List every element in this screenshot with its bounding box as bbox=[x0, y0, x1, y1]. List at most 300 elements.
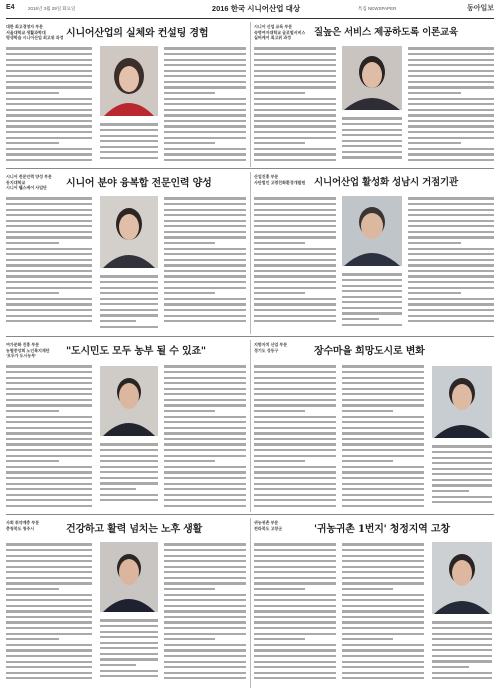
text-line bbox=[100, 287, 158, 289]
text-line bbox=[164, 203, 246, 205]
article-byline: 지방자치 산업 부문 경기도 성동구 bbox=[254, 342, 288, 353]
text-line bbox=[254, 75, 336, 77]
text-line bbox=[164, 455, 246, 457]
article-byline: 여가문화 진흥 부문 농협중앙회 노인복지재단 '모두가 도시농부' bbox=[6, 342, 50, 358]
text-line bbox=[408, 197, 494, 199]
article-byline: 귀농귀촌 부문 전라북도 고창군 bbox=[254, 520, 283, 531]
issue-date: 2016년 3월 29일 화요일 bbox=[28, 6, 76, 11]
text-line bbox=[100, 494, 158, 496]
text-line bbox=[342, 549, 424, 551]
text-line bbox=[164, 588, 215, 590]
article-body bbox=[408, 44, 494, 162]
text-line bbox=[254, 153, 336, 155]
text-line bbox=[408, 236, 494, 238]
text-line bbox=[254, 131, 336, 133]
text-line bbox=[254, 47, 336, 49]
column-divider bbox=[250, 22, 251, 167]
text-line bbox=[164, 70, 246, 72]
text-line bbox=[254, 438, 336, 440]
text-line bbox=[342, 312, 402, 314]
text-line bbox=[164, 153, 246, 155]
article-body bbox=[100, 272, 158, 328]
text-line bbox=[254, 638, 305, 640]
text-line bbox=[6, 460, 59, 462]
text-line bbox=[164, 499, 246, 501]
article-body bbox=[164, 44, 246, 162]
text-line bbox=[164, 566, 246, 568]
text-line bbox=[342, 273, 402, 275]
column-divider bbox=[250, 518, 251, 688]
text-line bbox=[408, 303, 494, 305]
text-line bbox=[164, 404, 246, 406]
text-line bbox=[6, 655, 92, 657]
text-line bbox=[342, 151, 402, 153]
text-line bbox=[164, 109, 246, 111]
text-line bbox=[408, 315, 494, 317]
text-line bbox=[342, 488, 424, 490]
text-line bbox=[164, 98, 246, 100]
article-byline: 사회 취약계층 부문 충청북도 청주시 bbox=[6, 520, 40, 531]
text-line bbox=[164, 460, 215, 462]
text-line bbox=[254, 70, 336, 72]
text-line bbox=[432, 457, 492, 459]
text-line bbox=[254, 605, 336, 607]
text-line bbox=[6, 471, 92, 473]
text-line bbox=[342, 661, 424, 663]
article bbox=[6, 22, 246, 167]
text-line bbox=[6, 505, 92, 507]
text-line bbox=[6, 309, 92, 311]
text-line bbox=[254, 588, 305, 590]
text-line bbox=[100, 675, 158, 677]
text-line bbox=[6, 142, 59, 144]
text-line bbox=[164, 443, 246, 445]
text-line bbox=[164, 655, 246, 657]
text-line bbox=[6, 264, 92, 266]
text-line bbox=[254, 582, 336, 584]
text-line bbox=[164, 242, 215, 244]
text-line bbox=[6, 638, 59, 640]
text-line bbox=[254, 309, 336, 311]
text-line bbox=[164, 477, 246, 479]
text-line bbox=[342, 471, 424, 473]
text-line bbox=[342, 365, 424, 367]
text-line bbox=[254, 59, 336, 61]
article-body bbox=[6, 540, 92, 684]
text-line bbox=[408, 114, 494, 116]
text-line bbox=[100, 135, 158, 137]
text-line bbox=[6, 287, 92, 289]
article-body bbox=[342, 270, 402, 328]
text-line bbox=[342, 140, 402, 142]
text-line bbox=[100, 460, 158, 462]
text-line bbox=[6, 148, 92, 150]
text-line bbox=[254, 471, 336, 473]
text-line bbox=[6, 477, 92, 479]
text-line bbox=[164, 81, 246, 83]
text-line bbox=[254, 655, 336, 657]
newspaper-logo: 동아일보 bbox=[466, 5, 494, 12]
text-line bbox=[100, 443, 158, 445]
text-line bbox=[432, 451, 492, 453]
text-line bbox=[164, 125, 246, 127]
text-line bbox=[432, 660, 492, 662]
text-line bbox=[6, 303, 92, 305]
text-line bbox=[342, 307, 402, 309]
text-line bbox=[164, 259, 246, 261]
text-line bbox=[6, 393, 92, 395]
text-line bbox=[164, 75, 246, 77]
text-line bbox=[164, 427, 246, 429]
text-line bbox=[164, 421, 246, 423]
text-line bbox=[6, 137, 92, 139]
text-line bbox=[164, 577, 246, 579]
text-line bbox=[254, 416, 336, 418]
text-line bbox=[254, 371, 336, 373]
text-line bbox=[164, 382, 246, 384]
text-line bbox=[6, 610, 92, 612]
text-line bbox=[164, 114, 246, 116]
text-line bbox=[254, 555, 336, 557]
text-line bbox=[408, 81, 494, 83]
text-line bbox=[100, 636, 158, 638]
text-line bbox=[342, 555, 424, 557]
text-line bbox=[6, 292, 59, 294]
text-line bbox=[164, 220, 246, 222]
text-line bbox=[408, 209, 494, 211]
text-line bbox=[342, 627, 424, 629]
article-row bbox=[6, 518, 494, 688]
article-body bbox=[432, 618, 492, 682]
text-line bbox=[254, 483, 336, 485]
text-line bbox=[408, 59, 494, 61]
text-line bbox=[254, 571, 336, 573]
text-line bbox=[164, 137, 246, 139]
text-line bbox=[164, 64, 246, 66]
article-body bbox=[6, 362, 92, 508]
text-line bbox=[408, 159, 494, 161]
text-line bbox=[342, 438, 424, 440]
text-line bbox=[254, 672, 336, 674]
text-line bbox=[164, 248, 246, 250]
text-line bbox=[100, 314, 158, 316]
text-line bbox=[342, 666, 424, 668]
text-line bbox=[408, 109, 494, 111]
article-byline: 시니어 전문인력 양성 부문 동지대학교 시니어 웰스케어 사업단 bbox=[6, 174, 52, 190]
text-line bbox=[254, 432, 336, 434]
text-line bbox=[6, 209, 92, 211]
person-photo bbox=[100, 542, 158, 612]
text-line bbox=[254, 203, 336, 205]
text-line bbox=[254, 421, 336, 423]
article bbox=[254, 340, 494, 512]
text-line bbox=[342, 285, 402, 287]
text-line bbox=[254, 449, 336, 451]
text-line bbox=[254, 566, 336, 568]
text-line bbox=[164, 225, 246, 227]
row-divider bbox=[6, 336, 494, 337]
text-line bbox=[408, 259, 494, 261]
text-line bbox=[342, 571, 424, 573]
text-line bbox=[432, 490, 469, 492]
text-line bbox=[6, 220, 92, 222]
text-line bbox=[342, 644, 424, 646]
text-line bbox=[6, 616, 92, 618]
text-line bbox=[254, 264, 336, 266]
text-line bbox=[254, 393, 336, 395]
person-photo bbox=[432, 366, 492, 438]
text-line bbox=[164, 488, 246, 490]
text-line bbox=[254, 460, 305, 462]
article-byline: 시니어 산업 교육 부문 숙명여자대학교 글로벌서비스 실버케어 최고위 과정 bbox=[254, 24, 306, 40]
text-line bbox=[6, 666, 92, 668]
text-line bbox=[100, 123, 158, 125]
text-line bbox=[6, 621, 92, 623]
text-line bbox=[408, 214, 494, 216]
text-line bbox=[342, 371, 424, 373]
article bbox=[254, 22, 494, 167]
text-line bbox=[6, 320, 92, 322]
text-line bbox=[342, 416, 424, 418]
text-line bbox=[342, 318, 379, 320]
text-line bbox=[254, 315, 336, 317]
text-line bbox=[164, 92, 215, 94]
text-line bbox=[342, 566, 424, 568]
text-line bbox=[254, 427, 336, 429]
person-photo bbox=[100, 366, 158, 436]
text-line bbox=[254, 98, 336, 100]
text-line bbox=[408, 231, 494, 233]
text-line bbox=[6, 588, 59, 590]
text-line bbox=[164, 543, 246, 545]
text-line bbox=[408, 131, 494, 133]
text-line bbox=[6, 677, 92, 679]
text-line bbox=[254, 248, 336, 250]
text-line bbox=[342, 466, 424, 468]
text-line bbox=[408, 220, 494, 222]
text-line bbox=[432, 462, 492, 464]
text-line bbox=[432, 479, 492, 481]
text-line bbox=[100, 455, 158, 457]
text-line bbox=[342, 494, 424, 496]
text-line bbox=[342, 382, 424, 384]
text-line bbox=[6, 275, 92, 277]
text-line bbox=[100, 292, 158, 294]
text-line bbox=[164, 399, 246, 401]
text-line bbox=[432, 655, 492, 657]
text-line bbox=[164, 159, 246, 161]
text-line bbox=[6, 153, 92, 155]
text-line bbox=[6, 443, 92, 445]
text-line bbox=[432, 672, 492, 674]
text-line bbox=[6, 281, 92, 283]
article-body bbox=[100, 440, 158, 506]
text-line bbox=[164, 214, 246, 216]
text-line bbox=[6, 315, 92, 317]
article-body bbox=[254, 44, 336, 162]
text-line bbox=[6, 427, 92, 429]
text-line bbox=[100, 466, 158, 468]
text-line bbox=[342, 134, 402, 136]
text-line bbox=[100, 129, 158, 131]
text-line bbox=[6, 109, 92, 111]
article-body bbox=[164, 194, 246, 328]
text-line bbox=[100, 619, 158, 621]
text-line bbox=[254, 142, 305, 144]
article-body bbox=[164, 540, 246, 684]
text-line bbox=[408, 292, 461, 294]
text-line bbox=[342, 594, 424, 596]
text-line bbox=[6, 605, 92, 607]
column-divider bbox=[250, 340, 251, 512]
text-line bbox=[6, 543, 92, 545]
text-line bbox=[164, 466, 246, 468]
text-line bbox=[6, 633, 92, 635]
text-line bbox=[342, 560, 424, 562]
text-line bbox=[6, 661, 92, 663]
text-line bbox=[164, 315, 246, 317]
text-line bbox=[254, 455, 336, 457]
text-line bbox=[164, 371, 246, 373]
text-line bbox=[6, 416, 92, 418]
text-line bbox=[6, 549, 92, 551]
article-byline: 산업진흥 부문 사단법인 고령친화환경개발원 bbox=[254, 174, 306, 185]
text-line bbox=[408, 248, 494, 250]
article-body bbox=[6, 44, 92, 162]
row-divider bbox=[6, 168, 494, 169]
text-line bbox=[6, 120, 92, 122]
text-line bbox=[100, 303, 158, 305]
text-line bbox=[254, 666, 336, 668]
text-line bbox=[100, 631, 158, 633]
text-line bbox=[408, 92, 461, 94]
text-line bbox=[408, 137, 494, 139]
article-body bbox=[342, 362, 424, 508]
text-line bbox=[342, 388, 424, 390]
text-line bbox=[100, 326, 158, 328]
text-line bbox=[254, 610, 336, 612]
article-body bbox=[432, 442, 492, 506]
article-body bbox=[6, 194, 92, 328]
text-line bbox=[254, 494, 336, 496]
text-line bbox=[254, 81, 336, 83]
text-line bbox=[6, 253, 92, 255]
text-line bbox=[408, 281, 494, 283]
text-line bbox=[6, 582, 92, 584]
text-line bbox=[342, 117, 402, 119]
text-line bbox=[432, 468, 492, 470]
text-line bbox=[100, 647, 158, 649]
text-line bbox=[254, 549, 336, 551]
text-line bbox=[6, 214, 92, 216]
text-line bbox=[342, 156, 402, 158]
text-line bbox=[342, 599, 424, 601]
text-line bbox=[342, 449, 424, 451]
text-line bbox=[100, 449, 158, 451]
text-line bbox=[6, 644, 92, 646]
text-line bbox=[6, 382, 92, 384]
article-headline: 시니어 분야 융복합 전문인력 양성 bbox=[66, 178, 212, 189]
text-line bbox=[254, 661, 336, 663]
text-line bbox=[254, 404, 336, 406]
text-line bbox=[254, 320, 336, 322]
text-line bbox=[254, 677, 336, 679]
person-photo bbox=[342, 46, 402, 110]
text-line bbox=[100, 653, 158, 655]
text-line bbox=[342, 582, 424, 584]
article-body bbox=[408, 194, 494, 328]
text-line bbox=[408, 153, 494, 155]
text-line bbox=[254, 125, 336, 127]
text-line bbox=[164, 616, 246, 618]
text-line bbox=[408, 203, 494, 205]
text-line bbox=[6, 59, 92, 61]
text-line bbox=[432, 627, 492, 629]
text-line bbox=[100, 488, 136, 490]
text-line bbox=[100, 482, 158, 484]
text-line bbox=[254, 505, 336, 507]
text-line bbox=[342, 404, 424, 406]
text-line bbox=[342, 455, 424, 457]
text-line bbox=[164, 275, 246, 277]
text-line bbox=[164, 197, 246, 199]
text-line bbox=[254, 86, 336, 88]
text-line bbox=[254, 303, 336, 305]
text-line bbox=[164, 270, 246, 272]
text-line bbox=[6, 103, 92, 105]
text-line bbox=[254, 236, 336, 238]
section-label: 특집 NEWSPAPER bbox=[358, 6, 397, 11]
text-line bbox=[164, 432, 246, 434]
text-line bbox=[100, 157, 158, 159]
text-line bbox=[432, 621, 492, 623]
text-line bbox=[164, 53, 246, 55]
text-line bbox=[342, 427, 424, 429]
text-line bbox=[100, 309, 158, 311]
row-divider bbox=[6, 514, 494, 515]
article-body bbox=[100, 120, 158, 162]
article-headline: 질높은 서비스 제공하도록 이론교육 bbox=[314, 27, 458, 38]
text-line bbox=[6, 377, 92, 379]
text-line bbox=[254, 377, 336, 379]
text-line bbox=[164, 410, 215, 412]
text-line bbox=[254, 209, 336, 211]
text-line bbox=[342, 432, 424, 434]
text-line bbox=[100, 471, 158, 473]
text-line bbox=[6, 203, 92, 205]
text-line bbox=[254, 231, 336, 233]
text-line bbox=[100, 281, 158, 283]
text-line bbox=[6, 421, 92, 423]
text-line bbox=[254, 365, 336, 367]
article bbox=[6, 518, 246, 688]
article bbox=[254, 172, 494, 334]
text-line bbox=[408, 320, 494, 322]
text-line bbox=[254, 197, 336, 199]
text-line bbox=[408, 270, 494, 272]
article-row bbox=[6, 22, 494, 167]
text-line bbox=[432, 501, 492, 503]
text-line bbox=[342, 655, 424, 657]
text-line bbox=[254, 275, 336, 277]
text-line bbox=[6, 499, 92, 501]
article-body bbox=[254, 194, 336, 328]
text-line bbox=[164, 309, 246, 311]
text-line bbox=[164, 148, 246, 150]
text-line bbox=[164, 59, 246, 61]
text-line bbox=[254, 399, 336, 401]
text-line bbox=[6, 410, 59, 412]
